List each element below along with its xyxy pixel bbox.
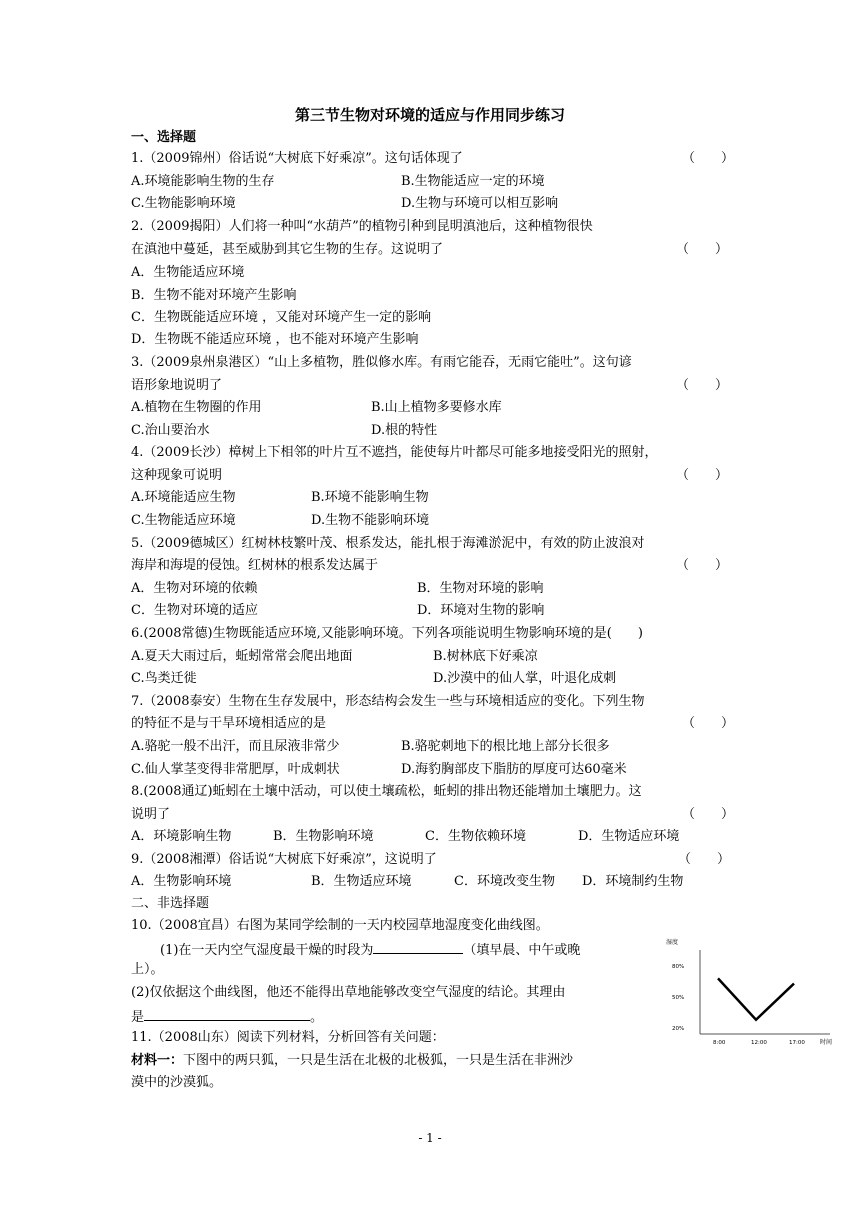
question-4-stem: 4.（2009长沙）樟树上下相邻的叶片互不遮挡，能使每片叶都尽可能多地接受阳光的照射， — [131, 445, 658, 460]
q3-option-a: A.植物在生物圈的作用 — [131, 400, 262, 415]
q2-option-b: B．生物不能对环境产生影响 — [131, 288, 297, 303]
y-tick-label: 80% — [672, 964, 685, 970]
q4-option-b: B.环境不能影响生物 — [311, 490, 429, 505]
question-3-stem-cont: 语形象地说明了 — [131, 378, 223, 393]
x-tick-label: 8:00 — [713, 1040, 726, 1046]
question-1-stem: 1.（2009锦州）俗话说“大树底下好乘凉”。这句话体现了 — [131, 151, 463, 166]
q3-option-c: C.治山要治水 — [131, 423, 210, 438]
q6-option-d: D.沙漠中的仙人掌，叶退化成刺 — [433, 671, 617, 686]
q8-option-a: A．环境影响生物 — [131, 829, 232, 844]
humidity-line-chart — [660, 930, 845, 1055]
answer-paren: （ ） — [682, 151, 735, 166]
q1-option-d: D.生物与环境可以相互影响 — [401, 196, 559, 211]
question-10-stem: 10.（2008宜昌）右图为某同学绘制的一天内校园草地湿度变化曲线图。 — [131, 918, 549, 933]
q6-option-a: A.夏天大雨过后，蚯蚓常常会爬出地面 — [131, 649, 353, 664]
question-10-part2: (2)仅依据这个曲线图，他还不能得出草地能够改变空气湿度的结论。其理由 — [131, 985, 566, 1000]
humidity-series-line — [718, 978, 794, 1019]
q1-option-c: C.生物能影响环境 — [131, 196, 236, 211]
material-1-label: 材料一： — [131, 1053, 184, 1068]
q9-option-c: C．环境改变生物 — [454, 874, 555, 889]
answer-paren: （ ） — [682, 716, 735, 731]
q4-option-c: C.生物能适应环境 — [131, 513, 236, 528]
q9-option-b: B．生物适应环境 — [311, 874, 412, 889]
q4-option-a: A.环境能适应生物 — [131, 490, 236, 505]
question-3-stem: 3.（2009泉州泉港区）“山上多植物，胜似修水库。有雨它能吞，无雨它能吐”。这句谚 — [131, 355, 632, 370]
page-title: 第三节生物对环境的适应与作用同步练习 — [294, 106, 565, 124]
q5-option-d: D．环境对生物的影响 — [417, 603, 545, 618]
x-axis-label: 时间 — [820, 1039, 833, 1046]
question-2-stem: 2.（2009揭阳）人们将一种叫“水葫芦”的植物引种到昆明滇池后，这种植物很快 — [131, 219, 593, 234]
q7-option-d: D.海豹胸部皮下脂肪的厚度可达60毫米 — [401, 762, 627, 777]
question-11-stem: 11.（2008山东）阅读下列材料，分析回答有关问题： — [131, 1030, 445, 1045]
question-7-stem: 7.（2008泰安）生物在生存发展中，形态结构会发生一些与环境相适应的变化。下列生物 — [131, 694, 645, 709]
q7-option-b: B.骆驼刺地下的根比地上部分长很多 — [401, 739, 610, 754]
q3-option-d: D.根的特性 — [371, 423, 438, 438]
q1-option-b: B.生物能适应一定的环境 — [401, 174, 545, 189]
q9-option-a: A．生物影响环境 — [131, 874, 232, 889]
answer-paren: （ ） — [676, 378, 729, 393]
page-number: - 1 - — [418, 1131, 442, 1145]
question-10-part1-cont: 上）。 — [131, 962, 164, 977]
q2-option-d: D．生物既不能适应环境 ，也不能对环境产生影响 — [131, 332, 419, 347]
q8-option-c: C．生物依赖环境 — [425, 829, 526, 844]
answer-paren: （ ） — [676, 468, 729, 483]
question-5-stem: 5.（2009德城区）红树林枝繁叶茂、根系发达，能扎根于海滩淤泥中，有效的防止波浪对 — [131, 536, 645, 551]
answer-paren: （ ） — [682, 807, 735, 822]
q4-option-d: D.生物不能影响环境 — [311, 513, 430, 528]
answer-blank — [373, 940, 463, 954]
q8-option-b: B．生物影响环境 — [273, 829, 374, 844]
q5-option-a: A．生物对环境的依赖 — [131, 581, 258, 596]
question-5-stem-cont: 海岸和海堤的侵蚀。红树林的根系发达属于 — [131, 558, 379, 573]
q8-option-d: D．生物适应环境 — [578, 829, 680, 844]
material-1-line-cont: 漠中的沙漠狐。 — [131, 1075, 223, 1090]
q1-option-a: A.环境能影响生物的生存 — [131, 174, 275, 189]
q5-option-c: C．生物对环境的适应 — [131, 603, 258, 618]
q5-option-b: B．生物对环境的影响 — [417, 581, 544, 596]
question-8-stem: 8.(2008通辽)蚯蚓在土壤中活动，可以使土壤疏松，蚯蚓的排出物还能增加土壤肥力。这 — [131, 784, 642, 799]
q9-option-d: D．环境制约生物 — [582, 874, 684, 889]
material-1-line: 材料一：下图中的两只狐，一只是生活在北极的北极狐，一只是生活在非洲沙 — [131, 1053, 574, 1068]
question-9-stem: 9.（2008湘潭）俗话说“大树底下好乘凉”，这说明了 — [131, 852, 437, 867]
y-axis-label: 湿度 — [666, 939, 679, 946]
q7-option-a: A.骆驼一般不出汗，而且尿液非常少 — [131, 739, 340, 754]
answer-paren: （ ） — [676, 242, 729, 257]
question-8-stem-cont: 说明了 — [131, 807, 171, 822]
y-tick-label: 20% — [672, 1026, 685, 1032]
question-7-stem-cont: 的特征不是与干旱环境相适应的是 — [131, 716, 327, 731]
y-tick-label: 50% — [672, 995, 685, 1001]
question-10-part1: (1)在一天内空气湿度最干燥的时段为 （填早晨、中午或晚 — [160, 940, 580, 959]
x-tick-label: 12:00 — [751, 1040, 767, 1046]
section-heading-choice: 一、选择题 — [131, 130, 197, 145]
q6-option-c: C.鸟类迁徙 — [131, 671, 197, 686]
question-4-stem-cont: 这种现象可说明 — [131, 468, 223, 483]
x-tick-label: 17:00 — [789, 1040, 805, 1046]
q7-option-c: C.仙人掌茎变得非常肥厚，叶成刺状 — [131, 762, 340, 777]
question-2-stem-cont: 在滇池中蔓延，甚至威胁到其它生物的生存。这说明了 — [131, 242, 444, 257]
question-6-stem: 6.(2008常德)生物既能适应环境,又能影响环境。下列各项能说明生物影响环境的是( ) — [131, 626, 643, 641]
question-10-part2-cont: 是 。 — [131, 1007, 323, 1026]
answer-paren: （ ） — [678, 852, 731, 867]
section-heading-nonchoice: 二、非选择题 — [131, 896, 210, 911]
answer-paren: （ ） — [676, 558, 729, 573]
answer-blank — [144, 1007, 310, 1021]
q6-option-b: B.树林底下好乘凉 — [433, 649, 538, 664]
q2-option-c: C．生物既能适应环境 ，又能对环境产生一定的影响 — [131, 310, 432, 325]
q2-option-a: A．生物能适应环境 — [131, 265, 245, 280]
q3-option-b: B.山上植物多要修水库 — [371, 400, 502, 415]
